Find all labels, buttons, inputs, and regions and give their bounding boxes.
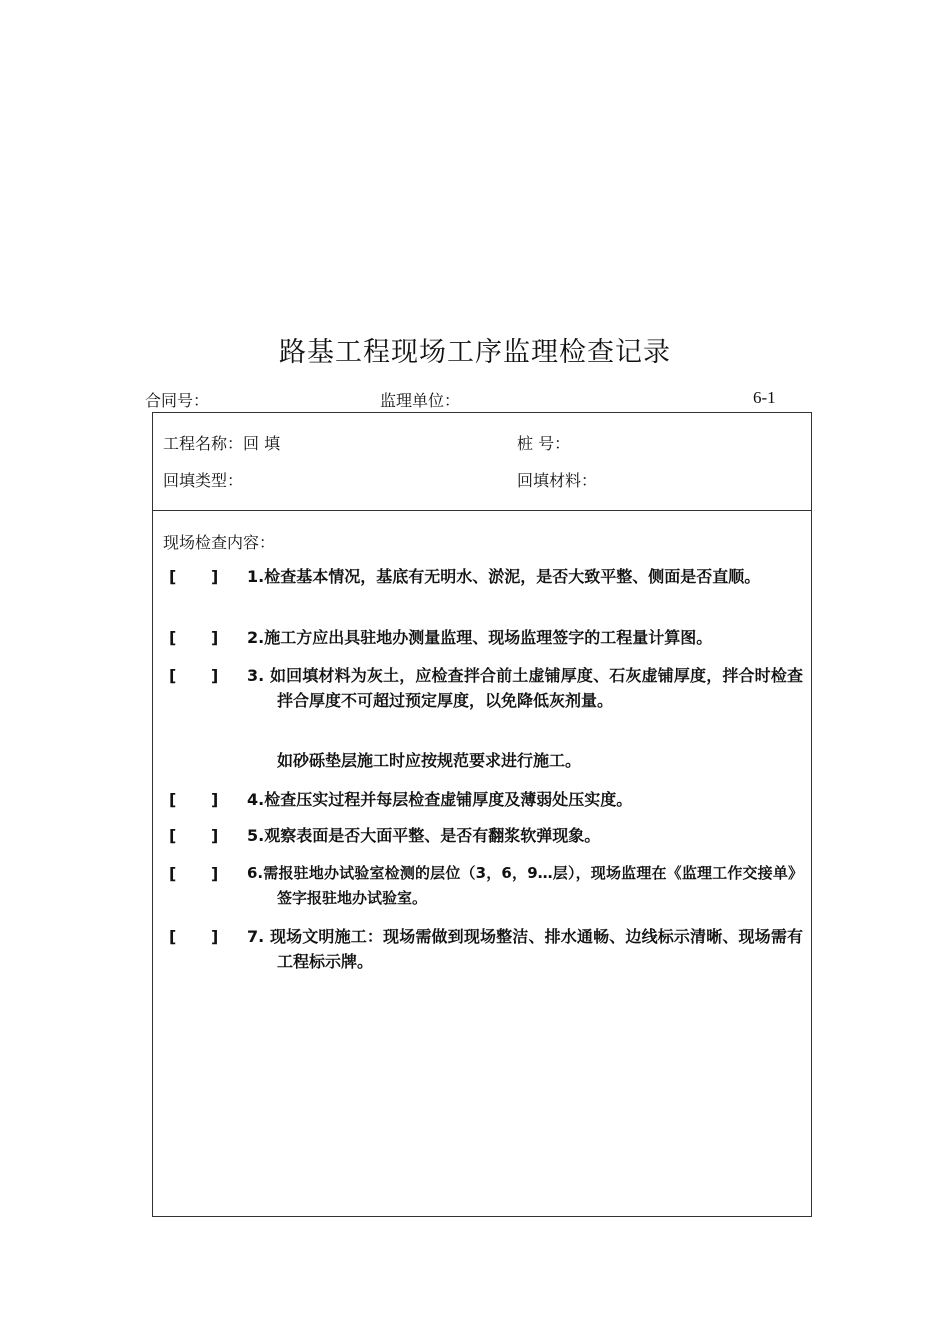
checkbox[interactable] xyxy=(169,823,219,847)
check-item-text: 1.检查基本情况，基底有无明水、淤泥，是否大致平整、侧面是否直顺。 xyxy=(247,567,761,586)
checkbox-right-bracket: ] xyxy=(211,790,219,809)
checkbox-left-bracket: [ xyxy=(169,666,177,685)
checkbox[interactable] xyxy=(169,861,219,885)
checkbox[interactable] xyxy=(169,625,219,649)
checkbox-left-bracket: [ xyxy=(169,790,177,809)
checkbox-left-bracket: [ xyxy=(169,927,177,946)
record-form xyxy=(152,412,812,1217)
backfill-material-field: 回填材料： xyxy=(517,471,598,490)
checkbox-left-bracket: [ xyxy=(169,826,177,845)
checkbox-right-bracket: ] xyxy=(211,567,219,586)
inspection-heading: 现场检查内容： xyxy=(163,533,276,552)
gravel-cushion-note: 如砂砾垫层施工时应按规范要求进行施工。 xyxy=(277,751,582,770)
check-item-text: 6.需报驻地办试验室检测的层位（3，6，9…层），现场监理在《监理工作交接单》签字报驻地办试验室。 xyxy=(247,864,803,907)
check-item-text: 3. 如回填材料为灰土，应检查拌合前土虚铺厚度、石灰虚铺厚度，拌合时检查拌合厚度不可超过预定厚度，以免降低灰剂量。 xyxy=(247,666,803,710)
check-item-text: 4.检查压实过程并每层检查虚铺厚度及薄弱处压实度。 xyxy=(247,790,633,809)
checkbox-left-bracket: [ xyxy=(169,567,177,586)
form-code: 6-1 xyxy=(753,388,776,407)
checkbox[interactable] xyxy=(169,564,219,588)
check-item-text: 7. 现场文明施工：现场需做到现场整洁、排水通畅、边线标示清晰、现场需有工程标示牌。 xyxy=(247,927,803,971)
checkbox-left-bracket: [ xyxy=(169,628,177,647)
checkbox[interactable] xyxy=(169,787,219,811)
checkbox-right-bracket: ] xyxy=(211,666,219,685)
checkbox-right-bracket: ] xyxy=(211,826,219,845)
checkbox[interactable] xyxy=(169,663,219,687)
backfill-type-field: 回填类型： xyxy=(163,471,244,490)
check-item-text: 2.施工方应出具驻地办测量监理、现场监理签字的工程量计算图。 xyxy=(247,628,713,647)
contract-number-label: 合同号： xyxy=(145,391,210,410)
section-divider xyxy=(153,510,811,511)
checkbox-right-bracket: ] xyxy=(211,864,219,883)
checkbox-right-bracket: ] xyxy=(211,927,219,946)
supervisor-unit-label: 监理单位： xyxy=(380,391,461,410)
document-title: 路基工程现场工序监理检查记录 xyxy=(279,337,671,368)
check-item-text: 5.观察表面是否大面平整、是否有翻浆软弹现象。 xyxy=(247,826,601,845)
checkbox-right-bracket: ] xyxy=(211,628,219,647)
checkbox[interactable] xyxy=(169,924,219,948)
checkbox-left-bracket: [ xyxy=(169,864,177,883)
station-field: 桩 号： xyxy=(517,434,571,453)
project-name-field: 工程名称：回 填 xyxy=(163,434,281,453)
